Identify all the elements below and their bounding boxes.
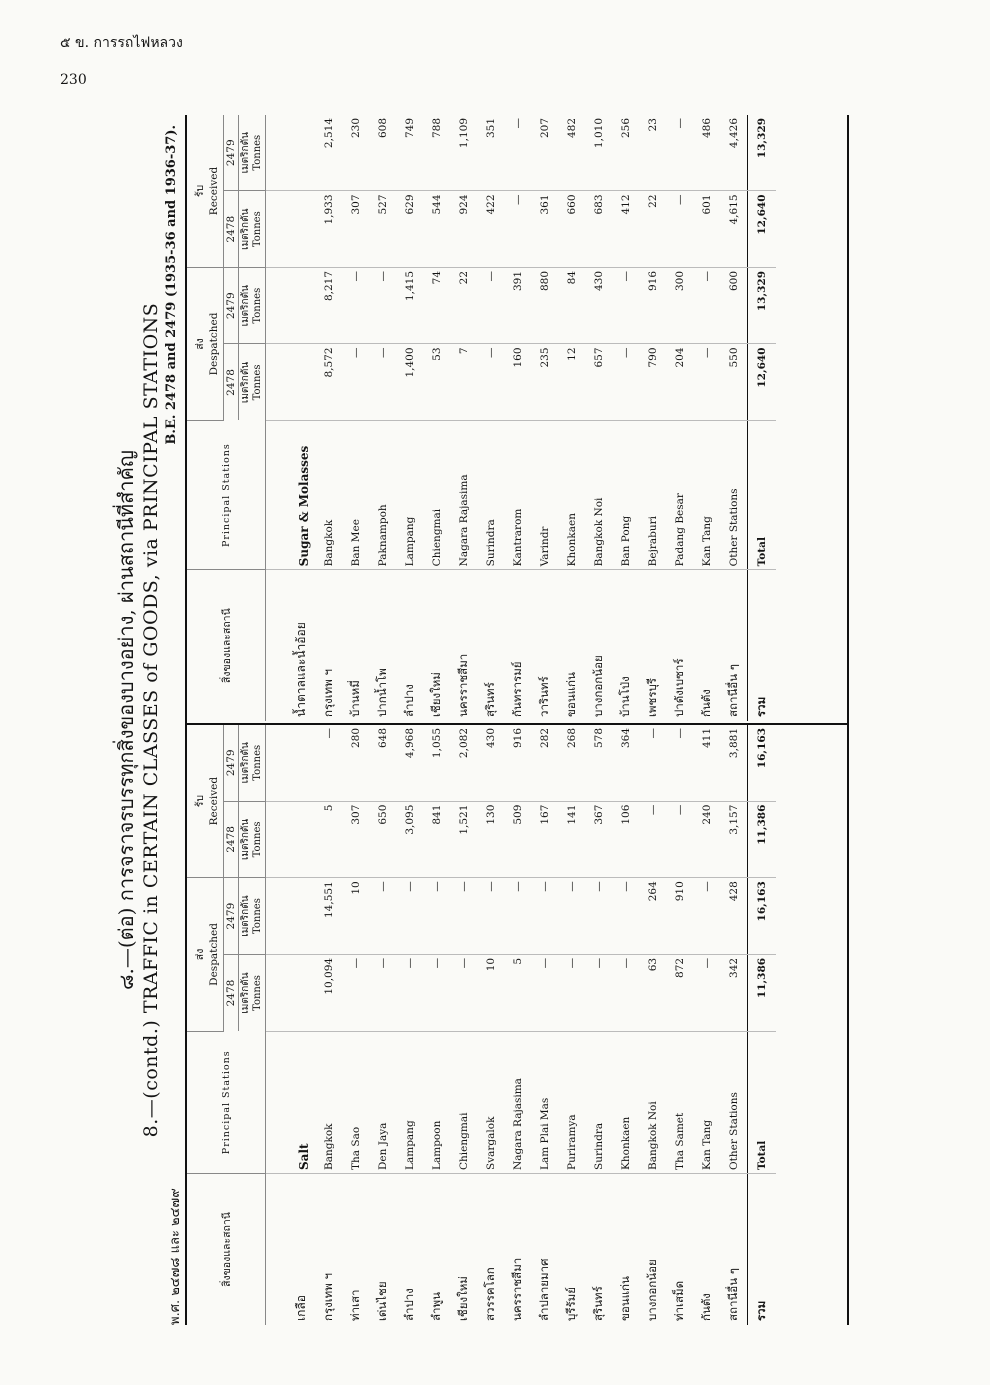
table-row (369, 725, 396, 1325)
station-english: Kan Tang (693, 420, 720, 569)
received-2479: 268 (558, 725, 585, 801)
unit-en: Tonnes (252, 975, 263, 1011)
unit-en: Tonnes (252, 134, 263, 171)
despatched-2479: 74 (423, 267, 450, 344)
station-thai: สุรินทร์ (590, 1286, 605, 1321)
received-2478: 924 (450, 191, 477, 268)
despatched-2478: 872 (666, 954, 693, 1031)
unit-th: เมตริกตัน (240, 132, 251, 174)
station-thai: กันตัง (698, 1293, 713, 1321)
unit-en: Tonnes (252, 211, 263, 248)
total-station-english: Total (748, 1031, 777, 1173)
title-thai: ๘.—(ต่อ) การจราจรบรรทุกสิ่งของบางอย่าง, ผ่านสถานีที่สำคัญ (114, 450, 138, 990)
station-english: Chiengmai (450, 1031, 477, 1173)
stations-header: Principal Stations (220, 443, 232, 548)
despatched-2479: 910 (666, 878, 693, 955)
traffic-table (185, 115, 849, 1325)
received-2478: 5 (315, 801, 342, 878)
received-2478: — (666, 801, 693, 878)
station-english: Tha Samet (666, 1031, 693, 1173)
unit-en: Tonnes (252, 821, 263, 858)
received-2478: 130 (477, 801, 504, 878)
received-2478: — (666, 191, 693, 268)
table-row (585, 115, 612, 721)
despatched-2478: 790 (639, 344, 666, 421)
station-english: Nagara Rajasima (450, 420, 477, 569)
despatched-2478: 342 (720, 954, 748, 1031)
despatched-th: ส่ง (193, 338, 206, 350)
despatched-2478: — (693, 344, 720, 421)
total-received-2479: 16,163 (748, 725, 777, 801)
station-thai: ลำปาง (401, 684, 416, 717)
despatched-2478: — (612, 954, 639, 1031)
table-row (585, 725, 612, 1325)
station-english: Nagara Rajasima (504, 1031, 531, 1173)
received-2478: 167 (531, 801, 558, 878)
year-col: 2479 (224, 878, 239, 955)
station-thai: ลำปลายมาศ (536, 1258, 551, 1321)
station-thai: บ้านโป่ง (617, 676, 632, 717)
despatched-2479: 428 (720, 878, 748, 955)
station-thai: สถานีอื่น ๆ (725, 1268, 740, 1321)
salt-table (187, 725, 776, 1325)
despatched-2479: 264 (639, 878, 666, 955)
despatched-2479: 1,415 (396, 267, 423, 344)
category-thai: น้ำตาลและน้ำอ้อย (294, 622, 308, 717)
received-2478: — (639, 801, 666, 878)
despatched-2478: 12 (558, 344, 585, 421)
station-english: Lampang (396, 1031, 423, 1173)
station-thai: กรุงเทพ ฯ (320, 669, 335, 717)
table-row (693, 115, 720, 721)
station-thai: นครราชสีมา (509, 1257, 524, 1321)
despatched-2479: 8,217 (315, 267, 342, 344)
received-2479: 351 (477, 115, 504, 191)
station-english: Bangkok (315, 1031, 342, 1173)
received-2479: 23 (639, 115, 666, 191)
table-row (720, 725, 748, 1325)
despatched-2478: 63 (639, 954, 666, 1031)
despatched-2479: 10 (342, 878, 369, 955)
table-row (315, 115, 342, 721)
station-english: Kan Tang (693, 1031, 720, 1173)
despatched-2478: — (612, 344, 639, 421)
received-2479: 280 (342, 725, 369, 801)
page-number: 230 (60, 72, 87, 88)
unit-en: Tonnes (252, 364, 263, 401)
received-2478: 629 (396, 191, 423, 268)
received-2479: — (315, 725, 342, 801)
despatched-2479: — (450, 878, 477, 955)
unit-th: เมตริกตัน (240, 285, 251, 327)
received-2478: 422 (477, 191, 504, 268)
received-2479: 2,082 (450, 725, 477, 801)
total-received-2479: 13,329 (748, 115, 777, 191)
station-english: Varindr (531, 420, 558, 569)
total-received-2478: 12,640 (748, 191, 777, 268)
total-row (748, 115, 777, 721)
station-english: Lam Plai Mas (531, 1031, 558, 1173)
year-col: 2478 (224, 954, 239, 1031)
received-2479: — (666, 725, 693, 801)
table-row (396, 115, 423, 721)
received-2478: 22 (639, 191, 666, 268)
despatched-2478: — (531, 954, 558, 1031)
received-2479: 230 (342, 115, 369, 191)
table-row (612, 115, 639, 721)
received-2478: 141 (558, 801, 585, 878)
received-2478: 3,157 (720, 801, 748, 878)
station-english: Puriramya (558, 1031, 585, 1173)
despatched-2479: — (612, 267, 639, 344)
received-2479: — (504, 115, 531, 191)
despatched-2479: — (396, 878, 423, 955)
table-row (612, 725, 639, 1325)
table-row (693, 725, 720, 1325)
received-2479: — (666, 115, 693, 191)
despatched-2478: 160 (504, 344, 531, 421)
category-thai: เกลือ (294, 1295, 308, 1321)
received-2479: 1,055 (423, 725, 450, 801)
received-2479: — (639, 725, 666, 801)
table-row (342, 725, 369, 1325)
station-english: Khonkaen (612, 1031, 639, 1173)
goods-header: สิ่งของและสถานี (220, 608, 233, 684)
received-2478: 650 (369, 801, 396, 878)
table-row (504, 115, 531, 721)
received-th: รับ (193, 184, 206, 198)
despatched-2478: — (477, 344, 504, 421)
station-thai: ลำพูน (428, 1292, 443, 1321)
station-english: Ban Mee (342, 420, 369, 569)
received-2479: 4,426 (720, 115, 748, 191)
table-row (531, 115, 558, 721)
received-2479: 788 (423, 115, 450, 191)
received-2479: 482 (558, 115, 585, 191)
table-row (531, 725, 558, 1325)
despatched-2479: 600 (720, 267, 748, 344)
despatched-2478: 7 (450, 344, 477, 421)
total-despatched-2478: 11,386 (748, 954, 777, 1031)
table-row (477, 115, 504, 721)
received-2479: 364 (612, 725, 639, 801)
station-thai: นครราชสีมา (455, 653, 470, 717)
unit-th: เมตริกตัน (240, 895, 251, 937)
station-thai: ขอนแก่น (617, 1276, 632, 1321)
station-english: Surindra (477, 420, 504, 569)
received-2478: 367 (585, 801, 612, 878)
despatched-2479: — (693, 878, 720, 955)
table-row (450, 115, 477, 721)
table-row (342, 115, 369, 721)
table-row (477, 725, 504, 1325)
station-english: Chiengmai (423, 420, 450, 569)
goods-header: สิ่งของและสถานี (220, 1212, 233, 1287)
table-row (720, 115, 748, 721)
table-row (639, 725, 666, 1325)
received-en: Received (207, 166, 220, 216)
despatched-2479: — (477, 267, 504, 344)
despatched-2478: — (342, 954, 369, 1031)
total-station-thai: รวม (748, 1173, 777, 1325)
despatched-2478: 235 (531, 344, 558, 421)
station-thai: ขอนแก่น (563, 672, 578, 717)
station-thai: สวรรคโลก (482, 1267, 497, 1321)
despatched-2479: — (558, 878, 585, 955)
total-row (748, 725, 777, 1325)
table-row (558, 115, 585, 721)
title-english: 8.—(contd.) TRAFFIC in CERTAIN CLASSES of GOODS, via PRINCIPAL STATIONS (140, 302, 162, 1138)
station-thai: กรุงเทพ ฯ (320, 1273, 335, 1321)
station-thai: ท่าเสม็ด (671, 1280, 686, 1321)
station-thai: กันตัง (698, 689, 713, 717)
despatched-2479: — (504, 878, 531, 955)
received-2478: 660 (558, 191, 585, 268)
year-col: 2479 (224, 725, 239, 801)
despatched-2478: — (558, 954, 585, 1031)
received-th: รับ (193, 794, 206, 808)
total-station-english: Total (748, 420, 777, 569)
despatched-2479: — (342, 267, 369, 344)
unit-en: Tonnes (252, 898, 263, 935)
station-english: Lampoon (423, 1031, 450, 1173)
station-english: Other Stations (720, 1031, 748, 1173)
unit-en: Tonnes (252, 744, 263, 781)
despatched-2478: — (342, 344, 369, 421)
despatched-2478: 8,572 (315, 344, 342, 421)
received-2479: 608 (369, 115, 396, 191)
received-2478: 544 (423, 191, 450, 268)
despatched-2479: 916 (639, 267, 666, 344)
despatched-2479: — (693, 267, 720, 344)
received-2478: 307 (342, 191, 369, 268)
station-english: Paknampoh (369, 420, 396, 569)
station-thai: วารินทร์ (536, 676, 551, 717)
table-row (369, 115, 396, 721)
despatched-2478: 550 (720, 344, 748, 421)
station-thai: ปากน้ำโพ (374, 668, 389, 717)
despatched-2478: 10,094 (315, 954, 342, 1031)
station-english: Bangkok Noi (639, 1031, 666, 1173)
table-row (423, 725, 450, 1325)
category-english: Salt (266, 1031, 316, 1173)
despatched-2478: 204 (666, 344, 693, 421)
year-english: B.E. 2478 and 2479 (1935-36 and 1936-37). (164, 125, 179, 445)
table-row (423, 115, 450, 721)
received-2478: 4,615 (720, 191, 748, 268)
despatched-2479: 22 (450, 267, 477, 344)
received-2478: 601 (693, 191, 720, 268)
received-2479: 2,514 (315, 115, 342, 191)
year-col: 2478 (224, 801, 239, 878)
year-col: 2479 (224, 115, 239, 191)
station-english: Den Jaya (369, 1031, 396, 1173)
despatched-2478: — (450, 954, 477, 1031)
despatched-2478: 5 (504, 954, 531, 1031)
received-2479: 578 (585, 725, 612, 801)
year-thai: พ.ศ. ๒๔๗๘ และ ๒๔๗๙ (168, 1188, 183, 1325)
despatched-2479: — (477, 878, 504, 955)
despatched-en: Despatched (207, 923, 220, 986)
despatched-2479: — (369, 267, 396, 344)
unit-en: Tonnes (252, 287, 263, 324)
despatched-2479: 84 (558, 267, 585, 344)
total-despatched-2479: 16,163 (748, 878, 777, 955)
station-english: Bangkok (315, 420, 342, 569)
station-english: Ban Pong (612, 420, 639, 569)
unit-th: เมตริกตัน (240, 742, 251, 784)
unit-th: เมตริกตัน (240, 208, 251, 250)
station-thai: บางกอกน้อย (644, 1259, 659, 1321)
received-2478: 1,933 (315, 191, 342, 268)
received-2479: 3,881 (720, 725, 748, 801)
station-english: Surindra (585, 1031, 612, 1173)
table-row (315, 725, 342, 1325)
despatched-2479: 430 (585, 267, 612, 344)
sugar-section (187, 115, 847, 721)
despatched-2478: 53 (423, 344, 450, 421)
received-2479: 648 (369, 725, 396, 801)
received-2478: — (504, 191, 531, 268)
received-2478: 240 (693, 801, 720, 878)
despatched-en: Despatched (207, 312, 220, 376)
category-english: Sugar & Molasses (266, 420, 316, 569)
received-2478: 509 (504, 801, 531, 878)
despatched-2478: — (693, 954, 720, 1031)
despatched-2478: — (369, 954, 396, 1031)
station-thai: บุรีรัมย์ (563, 1287, 578, 1321)
despatched-2478: 1,400 (396, 344, 423, 421)
station-thai: สถานีอื่น ๆ (725, 664, 740, 717)
received-2479: 1,010 (585, 115, 612, 191)
received-2478: 1,521 (450, 801, 477, 878)
despatched-2479: 880 (531, 267, 558, 344)
received-2479: 282 (531, 725, 558, 801)
received-2478: 106 (612, 801, 639, 878)
despatched-2479: — (585, 878, 612, 955)
table-row (396, 725, 423, 1325)
received-2479: 207 (531, 115, 558, 191)
station-thai: สุรินทร์ (482, 682, 497, 717)
station-thai: ปาดังเบซาร์ (671, 658, 686, 717)
received-2478: 527 (369, 191, 396, 268)
table-row (666, 115, 693, 721)
table-row (639, 115, 666, 721)
received-en: Received (207, 776, 220, 826)
station-thai: ลำปาง (401, 1288, 416, 1321)
total-received-2478: 11,386 (748, 801, 777, 878)
despatched-2479: 391 (504, 267, 531, 344)
despatched-2478: — (423, 954, 450, 1031)
table-row (558, 725, 585, 1325)
chapter-header: ๕ ข. การรถไฟหลวง (60, 35, 183, 51)
total-station-thai: รวม (748, 570, 777, 721)
received-2478: 841 (423, 801, 450, 878)
station-english: Lampang (396, 420, 423, 569)
despatched-2478: — (369, 344, 396, 421)
station-english: Svargalok (477, 1031, 504, 1173)
rotated-table-block (110, 115, 850, 1325)
year-col: 2479 (224, 267, 239, 344)
received-2478: 412 (612, 191, 639, 268)
unit-th: เมตริกตัน (240, 818, 251, 861)
station-thai: บางกอกน้อย (590, 655, 605, 717)
unit-th: เมตริกตัน (240, 972, 251, 1014)
despatched-2478: 657 (585, 344, 612, 421)
station-english: Padang Besar (666, 420, 693, 569)
received-2479: 4,968 (396, 725, 423, 801)
station-thai: เด่นไชย (374, 1281, 389, 1321)
received-2479: 256 (612, 115, 639, 191)
received-2478: 307 (342, 801, 369, 878)
received-2479: 430 (477, 725, 504, 801)
station-english: Other Stations (720, 420, 748, 569)
station-thai: บ้านหมี่ (347, 680, 362, 717)
station-english: Kantrarom (504, 420, 531, 569)
received-2479: 749 (396, 115, 423, 191)
received-2479: 916 (504, 725, 531, 801)
despatched-2479: — (369, 878, 396, 955)
despatched-2479: 14,551 (315, 878, 342, 955)
total-despatched-2479: 13,329 (748, 267, 777, 344)
station-thai: เชียงใหม่ (428, 672, 443, 717)
salt-section (187, 723, 847, 1325)
station-thai: ท่าเสา (347, 1289, 362, 1321)
received-2478: 3,095 (396, 801, 423, 878)
table-row (666, 725, 693, 1325)
received-2479: 411 (693, 725, 720, 801)
despatched-2478: 10 (477, 954, 504, 1031)
stations-header: Principal Stations (220, 1050, 232, 1155)
sugar-table (187, 115, 776, 721)
unit-th: เมตริกตัน (240, 361, 251, 404)
despatched-2478: — (585, 954, 612, 1031)
despatched-2479: — (531, 878, 558, 955)
station-english: Tha Sao (342, 1031, 369, 1173)
table-row (504, 725, 531, 1325)
year-col: 2478 (224, 191, 239, 268)
despatched-2479: — (423, 878, 450, 955)
station-english: Bangkok Noi (585, 420, 612, 569)
station-english: Bejraburi (639, 420, 666, 569)
received-2478: 683 (585, 191, 612, 268)
total-despatched-2478: 12,640 (748, 344, 777, 421)
station-thai: เชียงใหม่ (455, 1276, 470, 1321)
received-2479: 1,109 (450, 115, 477, 191)
despatched-2479: 300 (666, 267, 693, 344)
year-col: 2478 (224, 344, 239, 421)
station-english: Khonkaen (558, 420, 585, 569)
station-thai: เพชรบุรี (644, 678, 659, 717)
despatched-2478: — (396, 954, 423, 1031)
table-row (450, 725, 477, 1325)
despatched-2479: — (612, 878, 639, 955)
station-thai: กันทรารมย์ (509, 661, 524, 717)
received-2479: 486 (693, 115, 720, 191)
received-2478: 361 (531, 191, 558, 268)
despatched-th: ส่ง (193, 948, 206, 961)
